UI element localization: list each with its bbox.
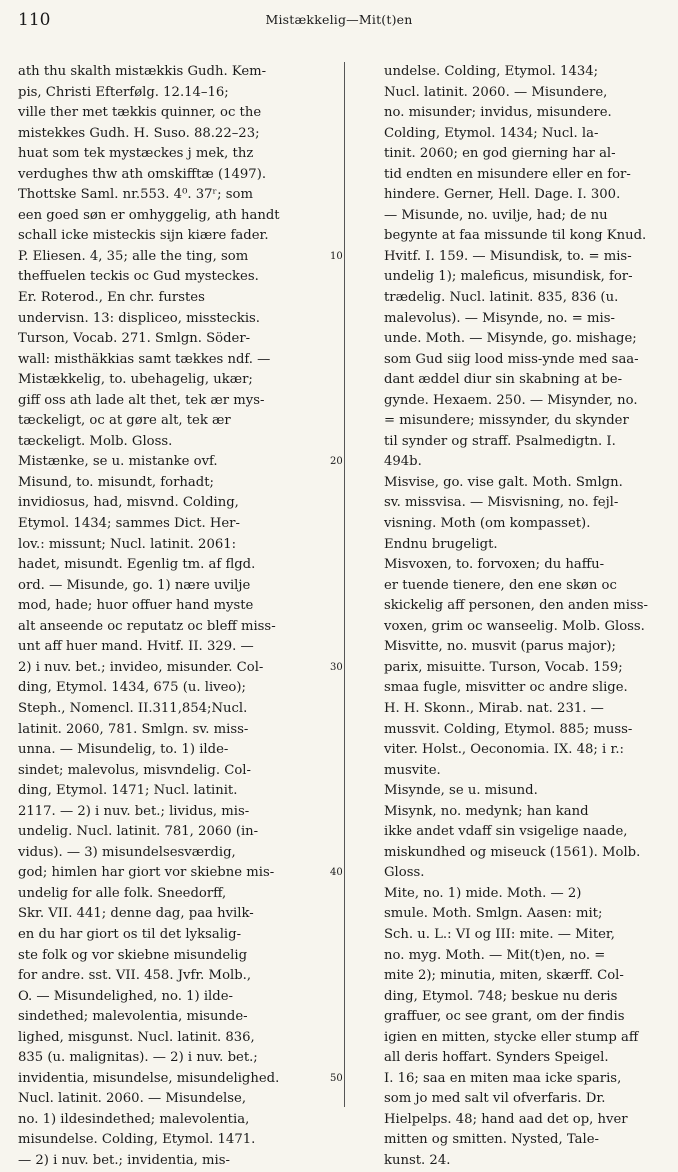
text-line: Er. Roterod., En chr. furstes [18,290,205,306]
text-line: skickelig aff personen, den anden miss- [384,598,649,614]
text-line: smaa fugle, misvitter oc andre slige. [384,680,628,696]
text-line: Skr. VII. 441; denne dag, paa hvilk- [18,906,254,922]
text-line: musvite. [384,762,441,778]
text-line: Misynk, no. medynk; han kand [384,803,589,819]
text-line: pis, Christi Efterfølg. 12.14–16; [18,84,229,100]
text-line: unt aff huer mand. Hvitf. II. 329. — [18,639,254,655]
text-line: tinit. 2060; en god gierning har al- [384,146,616,162]
text-line: mitten og smitten. Nysted, Tale- [384,1132,599,1148]
text-line: smule. Moth. Smlgn. Aasen: mit; [384,906,603,922]
text-line: unna. — Misundelig, to. 1) ilde- [18,742,229,758]
text-line: schall icke misteckis sijn kiære fader. [18,228,269,244]
text-line: gynde. Hexaem. 250. — Misynder, no. [384,392,638,408]
text-line: I. 16; saa en miten maa icke sparis, [384,1070,622,1086]
text-line: undelig for alle folk. Sneedorff, [18,885,227,901]
text-line: ding, Etymol. 748; beskue nu deris [384,988,618,1004]
text-line: — Misunde, no. uvilje, had; de nu [384,207,608,223]
text-line: Misvitte, no. musvit (parus major); [384,639,616,655]
text-line: sv. missvisa. — Misvisning, no. fejl- [384,495,619,511]
text-line: mite 2); minutia, miten, skærff. Col- [384,968,624,984]
text-line: undelig. Nucl. latinit. 781, 2060 (in- [18,824,259,840]
line-number: 40 [330,863,343,884]
text-line: som jo med salt vil ofverfaris. Dr. [384,1091,606,1107]
text-line: Misund, to. misundt, forhadt; [18,474,214,490]
text-line: = misundere; missynder, du skynder [384,413,629,429]
text-line: ding, Etymol. 1434, 675 (u. liveo); [18,680,246,696]
text-line: huat som tek mystæckes j mek, thz [18,146,254,162]
text-line: Etymol. 1434; sammes Dict. Her- [18,516,240,532]
text-line: som Gud siig lood miss-ynde med saa- [384,351,639,367]
text-line: ville ther met tækkis quinner, oc the [18,105,262,121]
line-number: 30 [330,658,343,679]
text-line: invidiosus, had, misvnd. Colding, [18,495,239,511]
text-line: graffuer, oc see grant, om der findis [384,1009,625,1025]
text-line: for andre. sst. VII. 458. Jvfr. Molb., [18,968,252,984]
text-line: Mite, no. 1) mide. Moth. — 2) [384,885,582,901]
text-line: Endnu brugeligt. [384,536,498,552]
text-line: Mistækkelig, to. ubehagelig, ukær; [18,372,253,388]
text-line: dant æddel diur sin skabning at be- [384,372,623,388]
text-line: vidus). — 3) misundelsesværdig, [18,844,236,860]
text-line: theffuelen teckis oc Gud mysteckes. [18,269,259,285]
text-line: undervisn. 13: displiceo, missteckis. [18,310,260,326]
text-line: latinit. 2060, 781. Smlgn. sv. miss- [18,721,249,737]
line-number: 10 [330,247,343,268]
text-line: 835 (u. malignitas). — 2) i nuv. bet.; [18,1050,258,1066]
text-line: Nucl. latinit. 2060. — Misundelse, [18,1091,247,1107]
text-line: wall: misthäkkias samt tækkes ndf. — [18,351,271,367]
text-line: er tuende tienere, den ene skøn oc [384,577,617,593]
text-line: Sch. u. L.: VI og III: mite. — Miter, [384,926,615,942]
text-line: igien en mitten, stycke eller stump aff [384,1029,639,1045]
text-line: ste folk og vor skiebne misundelig [18,947,248,963]
column-divider [344,62,345,1107]
text-line: miskundhed og miseuck (1561). Molb. [384,844,641,860]
text-line: Turson, Vocab. 271. Smlgn. Söder- [18,331,251,347]
text-line: begynte at faa missunde til kong Knud. [384,228,647,244]
text-line: hadet, misundt. Egenlig tm. af flgd. [18,557,256,573]
text-line: mistekkes Gudh. H. Suso. 88.22–23; [18,125,260,141]
text-line: viter. Holst., Oeconomia. IX. 48; i r.: [384,742,624,758]
text-line: ord. — Misunde, go. 1) nære uvilje [18,577,251,593]
text-line: Steph., Nomencl. II.311,854;Nucl. [18,700,248,716]
text-line: ikke andet vdaff sin vsigelige naade, [384,824,628,840]
text-line: mod, hade; huor offuer hand myste [18,598,254,614]
text-line: Misvoxen, to. forvoxen; du haffu- [384,557,605,573]
text-line: god; himlen har giort vor skiebne mis- [18,865,275,881]
text-line: trædelig. Nucl. latinit. 835, 836 (u. [384,290,619,306]
text-line: tæckeligt. Molb. Gloss. [18,433,173,449]
text-line: unde. Moth. — Misynde, go. mishage; [384,331,637,347]
text-line: sindethed; malevolentia, misunde- [18,1009,248,1025]
text-line: — 2) i nuv. bet.; invidentia, mis- [18,1152,230,1168]
text-line: no. myg. Moth. — Mit(t)en, no. = [384,947,606,963]
text-line: undelse. Colding, Etymol. 1434; [384,64,599,79]
text-line: visning. Moth (om kompasset). [384,516,591,532]
text-line: Misynde, se u. misund. [384,783,538,799]
running-title: Mistækkelig—Mit(t)en [265,12,413,27]
text-line: alt anseende oc reputatz oc bleff miss- [18,618,276,634]
text-line: all deris hoffart. Synders Speigel. [384,1050,609,1066]
text-line: no. misunder; invidus, misundere. [384,105,612,121]
text-line: O. — Misundelighed, no. 1) ilde- [18,988,233,1004]
text-line: 494b. [384,454,422,470]
text-line: ath thu skalth mistækkis Gudh. Kem- [18,64,267,79]
text-line: 2117. — 2) i nuv. bet.; lividus, mis- [18,803,250,819]
text-line: verdughes thw ath omskifftæ (1497). [18,166,267,182]
text-line: sindet; malevolus, misvndelig. Col- [18,762,251,778]
text-line: parix, misuitte. Turson, Vocab. 159; [384,659,623,675]
text-line: een goed søn er omhyggelig, ath handt [18,207,280,223]
text-line: Hvitf. I. 159. — Misundisk, to. = mis- [384,248,632,264]
text-line: voxen, grim oc wanseelig. Molb. Gloss. [384,618,645,634]
text-line: H. H. Skonn., Mirab. nat. 231. — [384,700,604,716]
text-line: Nucl. latinit. 2060. — Misundere, [384,84,608,100]
text-line: kunst. 24. [384,1152,451,1168]
text-line: P. Eliesen. 4, 35; alle the ting, som [18,248,249,264]
text-line: til synder og straff. Psalmedigtn. I. [384,433,616,449]
page-number: 110 [18,10,51,30]
line-number: 50 [330,1069,343,1090]
text-line: invidentia, misundelse, misundelighed. [18,1070,280,1086]
text-line: Thottske Saml. nr.553. 4⁰. 37ʳ; som [18,187,253,203]
text-line: tid endten en misundere eller en for- [384,166,631,182]
text-line: misundelse. Colding, Etymol. 1471. [18,1132,256,1148]
text-line: giff oss ath lade alt thet, tek ær mys- [18,392,265,408]
text-line: Colding, Etymol. 1434; Nucl. la- [384,125,599,141]
text-line: Mistænke, se u. mistanke ovf. [18,454,218,470]
text-line: no. 1) ildesindethed; malevolentia, [18,1111,250,1127]
text-line: lighed, misgunst. Nucl. latinit. 836, [18,1029,255,1045]
text-line: hindere. Gerner, Hell. Dage. I. 300. [384,187,621,203]
text-line: malevolus). — Misynde, no. = mis- [384,310,615,326]
text-line: ding, Etymol. 1471; Nucl. latinit. [18,783,238,799]
text-line: 2) i nuv. bet.; invideo, misunder. Col- [18,659,264,675]
text-line: lov.: missunt; Nucl. latinit. 2061: [18,536,237,552]
text-line: en du har giort os til det lyksalig- [18,926,242,942]
line-number: 20 [330,452,343,473]
page-header [0,0,678,40]
right-column [384,62,670,1168]
text-line: Hielpelps. 48; hand aad det op, hver [384,1111,628,1127]
text-line: Gloss. [384,865,425,881]
left-column [18,62,336,1168]
text-line: Misvise, go. vise galt. Moth. Smlgn. [384,474,623,490]
text-line: undelig 1); maleficus, misundisk, for- [384,269,633,285]
text-line: mussvit. Colding, Etymol. 885; muss- [384,721,633,737]
text-line: tæckeligt, oc at gøre alt, tek ær [18,413,231,429]
